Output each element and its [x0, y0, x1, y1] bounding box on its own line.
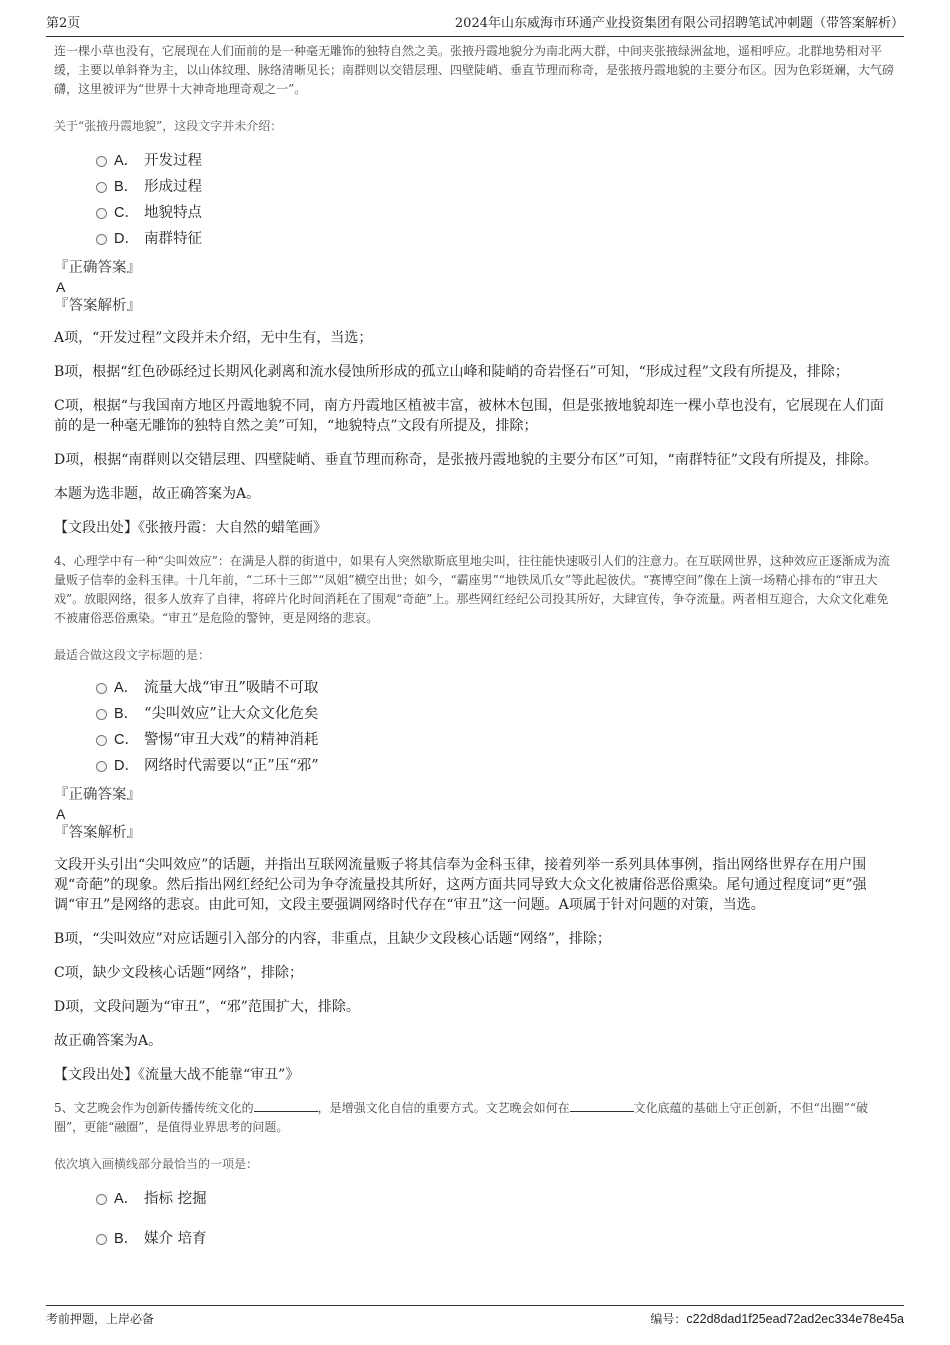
radio-icon[interactable] [96, 761, 107, 772]
fill-blank-1 [254, 1099, 318, 1112]
radio-icon[interactable] [96, 683, 107, 694]
page-footer [46, 1305, 904, 1332]
radio-icon[interactable] [96, 208, 107, 219]
q4-options [54, 675, 896, 779]
q4-conclusion: 故正确答案为A。 [54, 1033, 163, 1049]
q3-analysis-label: 『答案解析』 [54, 298, 141, 314]
option-letter: A． [114, 1191, 139, 1207]
q3-passage: 连一棵小草也没有，它展现在人们面前的是一种毫无雕饰的独特自然之美。张掖丹霞地貌分为南北两大群，中间夹张掖绿洲盆地，遥相呼应。北群地势相对平缓，主要以单斜脊为主，以山体纹理、脉络清晰见长；南群则以交错层理、四壁陡峭、垂直节理而称奇，是张掖丹霞地貌的主要分布区。因为色彩斑斓，大气磅礴，这里被评为“世界十大神奇地理奇观之一”。 [54, 44, 895, 96]
option-text: 流量大战“审丑”吸睛不可取 [144, 680, 319, 696]
option-letter: A． [114, 153, 139, 169]
q4-answer: A [56, 806, 66, 822]
q4-analysis-main: 文段开头引出“尖叫效应”的话题，并指出互联网流量贩子将其信奉为金科玉律，接着列举一系列具体事例，指出网络世界存在用户围观“奇葩”的现象。然后指出网红经纪公司为争夺流量投其所好，这两方面共同导致大众文化被庸俗恶俗熏染。尾句通过程度词“更”强调“审丑”是网络的悲哀。由此可知，文段主要强调网络时代存在“审丑”这一问题。A项属于针对问题的对策，当选。 [54, 857, 867, 913]
option-text: 南群特征 [144, 231, 202, 247]
q3-option-a[interactable] [54, 148, 896, 174]
radio-icon[interactable] [96, 709, 107, 720]
option-text: 地貌特点 [144, 205, 202, 221]
option-letter: B． [114, 706, 139, 722]
option-text: “尖叫效应”让大众文化危矣 [144, 706, 319, 722]
q3-option-c[interactable] [54, 200, 896, 226]
q4-analysis-d: D项，文段问题为“审丑”，“邪”范围扩大，排除。 [54, 999, 360, 1015]
document-body [54, 42, 896, 1252]
radio-icon[interactable] [96, 156, 107, 167]
footer-code [650, 1307, 904, 1331]
code-value: c22d8dad1f25ead72ad2ec334e78e45a [686, 1312, 904, 1326]
q3-analysis-b: B项，根据“红色砂砾经过长期风化剥离和流水侵蚀所形成的孤立山峰和陡峭的奇岩怪石”可知，“形成过程”文段有所提及，排除； [54, 364, 849, 380]
fill-blank-2 [570, 1099, 634, 1112]
q4-option-b[interactable] [54, 701, 896, 727]
option-letter: C． [114, 205, 139, 221]
radio-icon[interactable] [96, 735, 107, 746]
footer-slogan: 考前押题，上岸必备 [46, 1312, 155, 1326]
option-text: 开发过程 [144, 153, 202, 169]
q4-option-d[interactable] [54, 753, 896, 779]
q5-prompt: 依次填入画横线部分最恰当的一项是： [54, 1157, 259, 1171]
option-text: 指标 挖掘 [144, 1191, 207, 1207]
q3-analysis-d: D项，根据“南群则以交错层理、四壁陡峭、垂直节理而称奇，是张掖丹霞地貌的主要分布区”可知，“南群特征”文段有所提及，排除。 [54, 452, 878, 468]
q5-option-a[interactable] [54, 1186, 896, 1212]
code-label: 编号： [650, 1312, 687, 1326]
q4-option-a[interactable] [54, 675, 896, 701]
option-letter: B． [114, 179, 139, 195]
q5-passage [54, 1099, 896, 1137]
option-text: 网络时代需要以“正”压“邪” [144, 758, 319, 774]
q4-analysis-c: C项，缺少文段核心话题“网络”，排除； [54, 965, 304, 981]
q5-passage-part2: ，是增强文化自信的重要方式。文艺晚会如何在 [317, 1101, 570, 1115]
page-header [46, 14, 904, 37]
q3-answer: A [56, 279, 66, 295]
option-letter: D． [114, 231, 139, 247]
q4-prompt: 最适合做这段文字标题的是： [54, 648, 211, 662]
q3-option-b[interactable] [54, 174, 896, 200]
option-letter: C． [114, 732, 139, 748]
q5-option-b[interactable] [54, 1226, 896, 1252]
q4-analysis-b: B项，“尖叫效应”对应话题引入部分的内容，非重点，且缺少文段核心话题“网络”，排除； [54, 931, 611, 947]
q5-options [54, 1186, 896, 1252]
option-text: 形成过程 [144, 179, 202, 195]
q3-options [54, 148, 896, 252]
q3-conclusion: 本题为选非题，故正确答案为A。 [54, 486, 261, 502]
page-number: 第2页 [46, 16, 81, 31]
q5-passage-part1: 5、文艺晚会作为创新传播传统文化的 [54, 1101, 254, 1115]
document-title: 2024年山东威海市环通产业投资集团有限公司招聘笔试冲刺题（带答案解析） [454, 16, 904, 31]
q3-prompt: 关于“张掖丹霞地貌”，这段文字并未介绍： [54, 119, 283, 133]
option-letter: D． [114, 758, 139, 774]
option-letter: A． [114, 680, 139, 696]
radio-icon[interactable] [96, 1234, 107, 1245]
q3-answer-label: 『正确答案』 [54, 260, 141, 276]
radio-icon[interactable] [96, 182, 107, 193]
q4-answer-label: 『正确答案』 [54, 787, 141, 803]
q5-passage-part3: 文化底蕴的基础上守正创新，不但“出圈”“破圈”，更能“融圈”，是值得业界思考的问题。 [54, 1101, 869, 1134]
q3-source: 【文段出处】《张掖丹霞：大自然的蜡笔画》 [54, 520, 327, 536]
q4-option-c[interactable] [54, 727, 896, 753]
radio-icon[interactable] [96, 1194, 107, 1205]
option-text: 媒介 培育 [144, 1231, 207, 1247]
option-text: 警惕“审丑大戏”的精神消耗 [144, 732, 319, 748]
q3-analysis-a: A项，“开发过程”文段并未介绍，无中生有，当选； [54, 330, 373, 346]
q4-source: 【文段出处】《流量大战不能靠“审丑”》 [54, 1067, 300, 1083]
radio-icon[interactable] [96, 234, 107, 245]
q4-analysis-label: 『答案解析』 [54, 825, 141, 841]
option-letter: B． [114, 1231, 139, 1247]
q3-option-d[interactable] [54, 226, 896, 252]
q3-analysis-c: C项，根据“与我国南方地区丹霞地貌不同，南方丹霞地区植被丰富，被林木包围，但是张掖地貌却连一棵小草也没有，它展现在人们面前的是一种毫无雕饰的独特自然之美”可知，“地貌特点”文段有所提及，排除； [54, 398, 884, 434]
q4-passage: 4、心理学中有一种“尖叫效应”：在满是人群的街道中，如果有人突然歇斯底里地尖叫，往往能快速吸引人们的注意力。在互联网世界，这种效应正逐渐成为流量贩子信奉的金科玉律。十几年前，“二环十三郎”“凤姐”横空出世；如今，“霸座男”“地铁凤爪女”等此起彼伏。“赛博空间”像在上演一场精心排布的“审丑大戏”。放眼网络，很多人放弃了自律，将碎片化时间消耗在了围观“奇葩”上。那些网红经纪公司投其所好，大肆宣传，争夺流量。两者相互迎合，大众文化难免不被庸俗恶俗熏染。“审丑”是危险的警钟，更是网络的悲哀。 [54, 554, 890, 625]
